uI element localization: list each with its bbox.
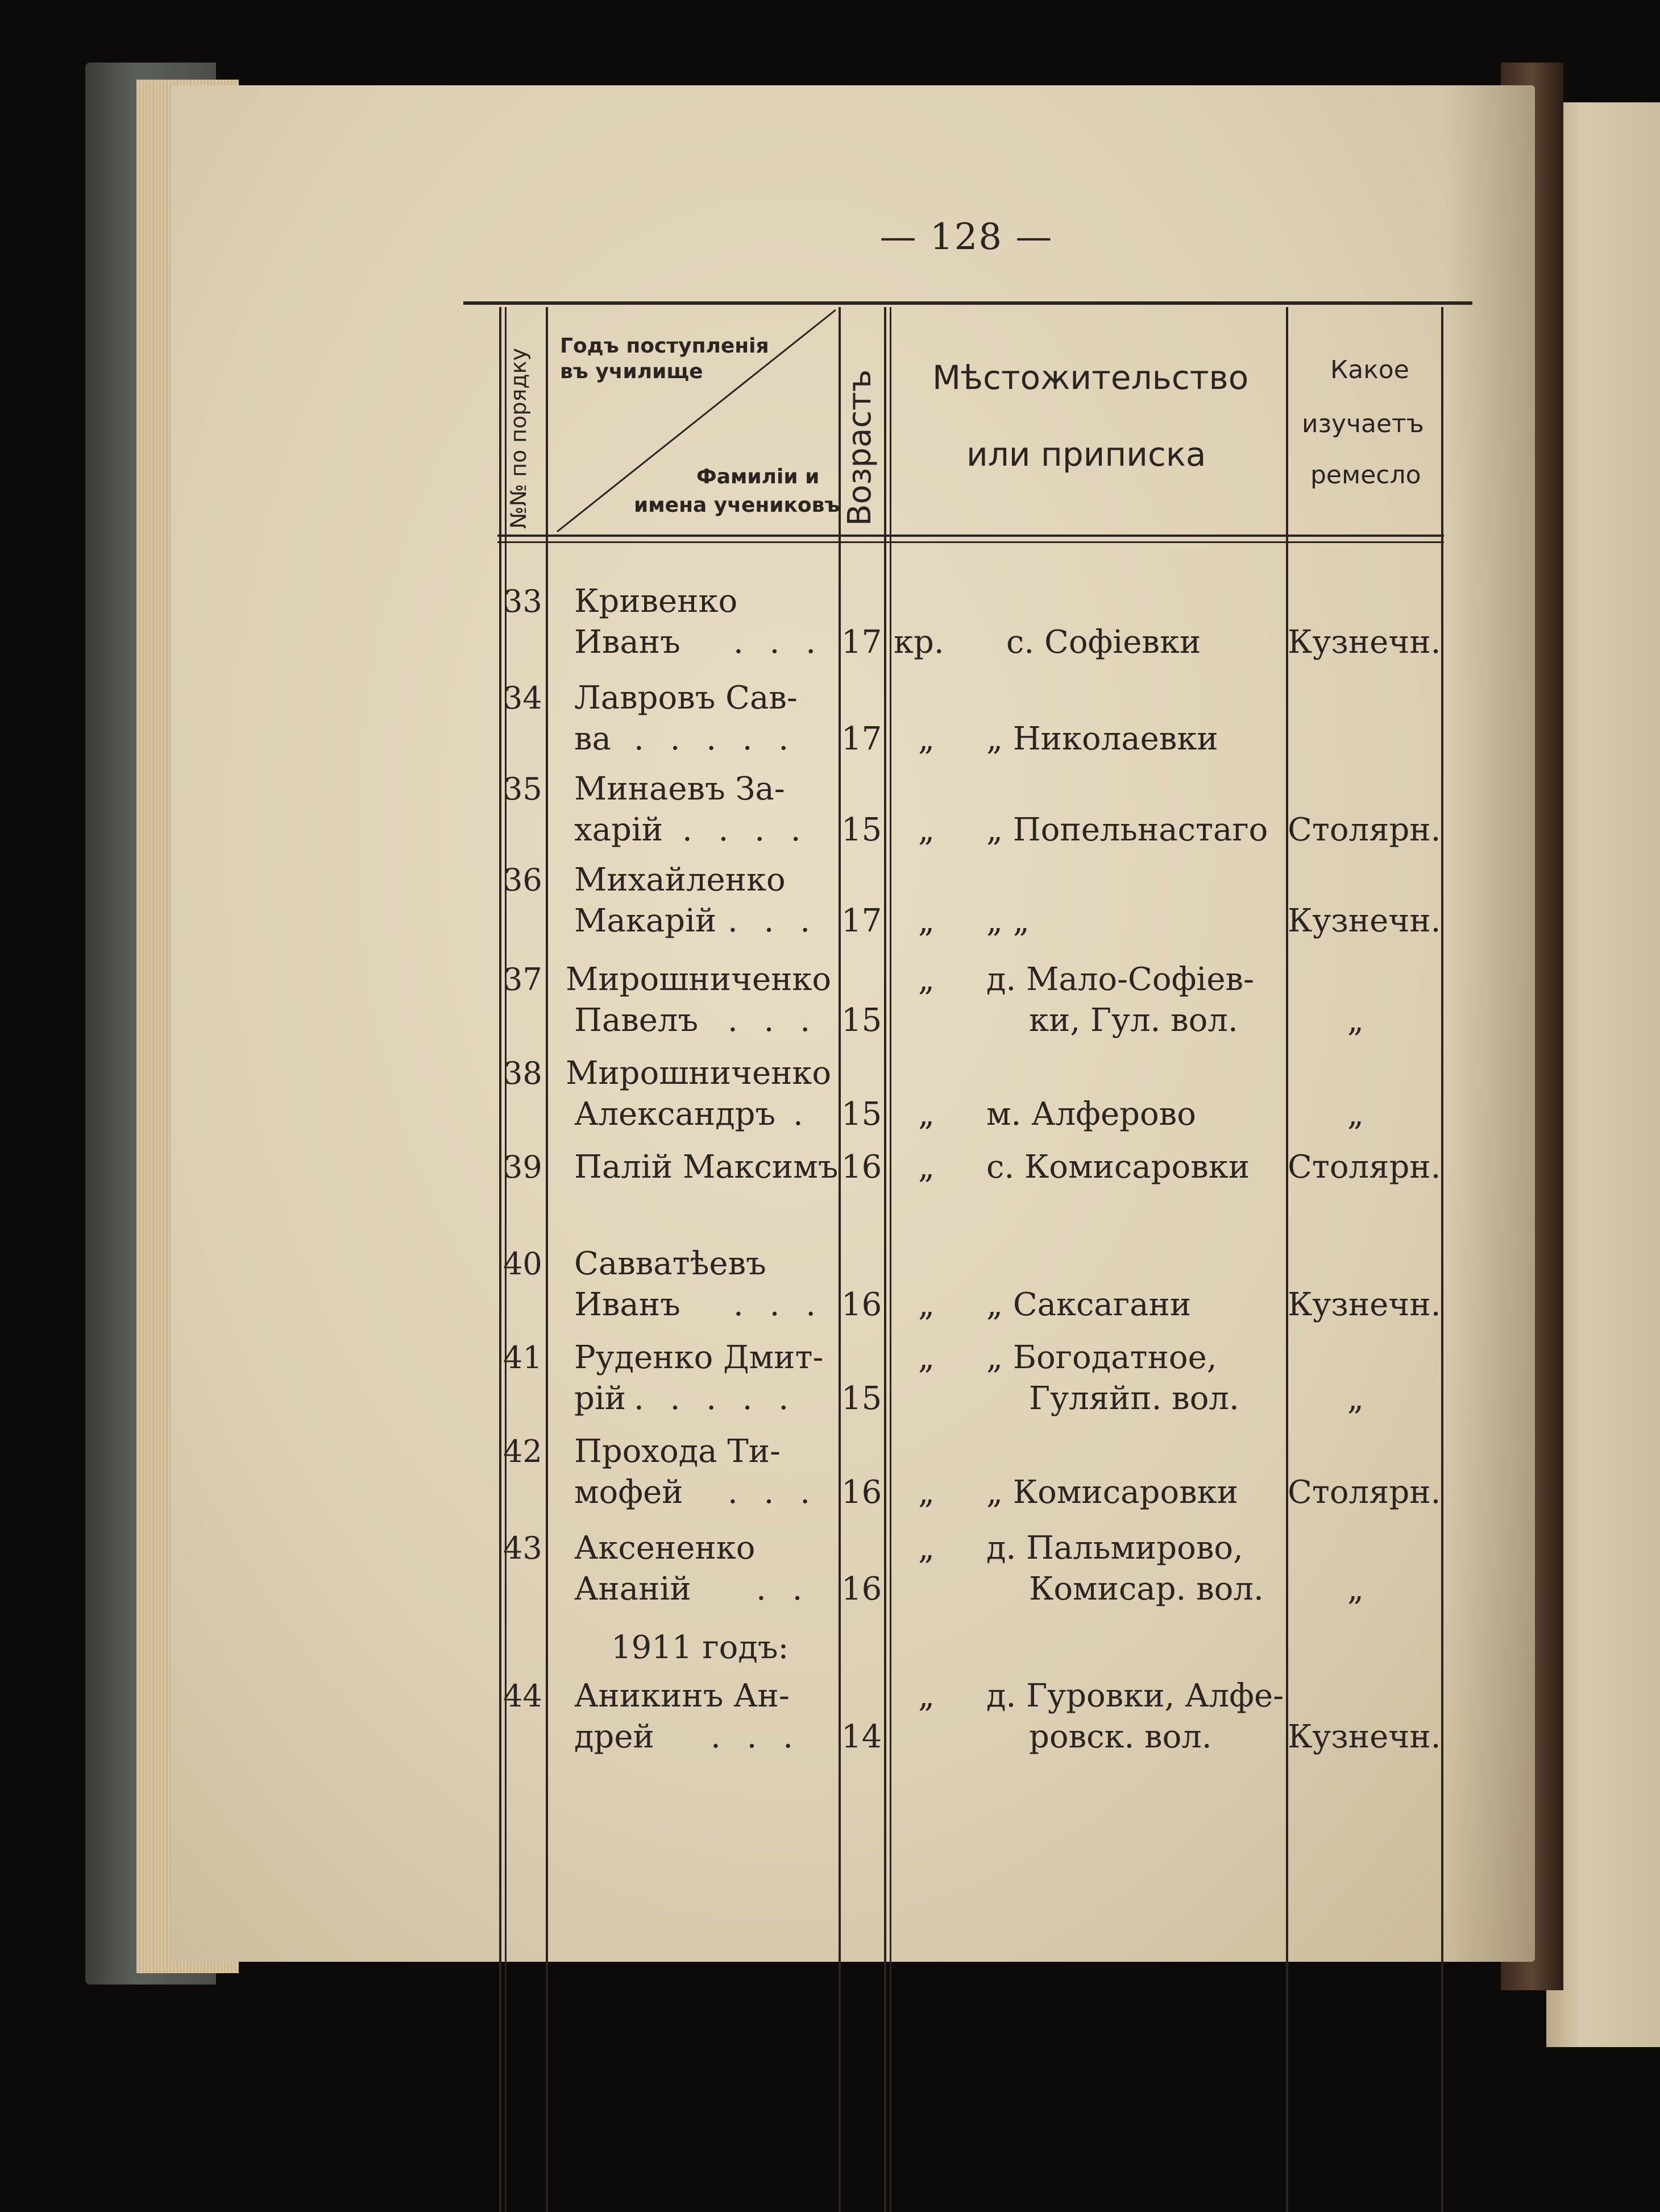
row-number: 37 — [503, 962, 542, 997]
residence-line1: д. Гуровки, Алфе- — [986, 1677, 1284, 1714]
leader-dots: . . . — [728, 1002, 819, 1039]
header-year-line2: въ училище — [560, 360, 703, 383]
residence-line1: „ Богодатное, — [986, 1339, 1217, 1376]
row-number: 40 — [503, 1246, 542, 1282]
table-top-rule — [463, 301, 1472, 305]
residence-line2: Гуляйп. вол. — [1029, 1380, 1239, 1417]
age: 17 — [841, 902, 882, 939]
student-name-line2: Макарій — [574, 902, 717, 939]
header-bottom-rule-2 — [497, 541, 1444, 543]
trade: „ — [1347, 1096, 1364, 1133]
leader-dots: . — [793, 1096, 811, 1133]
header-names-line2: имена учениковъ — [634, 494, 840, 517]
col-divider-age-2 — [890, 307, 891, 2212]
age: 16 — [841, 1286, 882, 1323]
leader-dots: . . . . . — [634, 720, 797, 757]
header-residence-line2: или приписка — [966, 435, 1206, 474]
residence-line2: ки, Гул. вол. — [1029, 1002, 1238, 1039]
residence-prefix: „ — [918, 1096, 935, 1133]
trade: Столярн. — [1288, 1474, 1441, 1511]
row-number: 42 — [503, 1434, 542, 1469]
header-col-age: Возрастъ — [841, 369, 878, 526]
leader-dots: . . . — [728, 902, 819, 939]
section-label: 1911 годъ: — [611, 1629, 789, 1666]
residence-line2: м. Алферово — [986, 1096, 1196, 1133]
trade: „ — [1347, 1380, 1364, 1417]
residence-prefix: „ — [918, 1286, 935, 1323]
next-page-edge — [1546, 102, 1660, 2047]
student-name-line2: Иванъ — [574, 624, 680, 661]
age: 14 — [841, 1718, 882, 1755]
student-name-line1: Аксененко — [574, 1530, 756, 1567]
residence-line2: с. Комисаровки — [986, 1149, 1250, 1186]
residence-line2: „ Попельнастаго — [986, 811, 1268, 848]
student-name-line2: дрей — [574, 1718, 654, 1755]
leader-dots: . . — [756, 1571, 811, 1608]
trade: Кузнечн. — [1288, 902, 1441, 939]
age: 17 — [841, 720, 882, 757]
header-trade-line2: изучаетъ — [1302, 409, 1424, 438]
row-number: 34 — [503, 680, 542, 716]
age: 17 — [841, 624, 882, 661]
leader-dots: . . . — [711, 1718, 802, 1755]
student-name-line1: Мирошниченко — [566, 1055, 832, 1092]
age: 16 — [841, 1149, 882, 1186]
residence-prefix: „ — [918, 1677, 935, 1714]
header-residence-line1: Мѣстожительство — [932, 358, 1249, 397]
age: 16 — [841, 1571, 882, 1608]
student-name-line1: Аникинъ Ан- — [574, 1677, 790, 1714]
leader-dots: . . . — [733, 624, 824, 661]
col-divider-num — [546, 307, 548, 2212]
student-name-line2: рій — [574, 1380, 626, 1417]
student-name-line2: Александръ — [574, 1096, 776, 1133]
age: 15 — [841, 1002, 882, 1039]
student-name-line2: харій — [574, 811, 663, 848]
residence-line2: Комисар. вол. — [1029, 1571, 1264, 1608]
student-name-line1: Руденко Дмит- — [574, 1339, 824, 1376]
student-name-line2: Павелъ — [574, 1002, 699, 1039]
residence-prefix: „ — [918, 1339, 935, 1376]
row-number: 38 — [503, 1055, 542, 1091]
trade: Кузнечн. — [1288, 1286, 1441, 1323]
row-number: 43 — [503, 1530, 542, 1566]
row-number: 35 — [503, 771, 542, 807]
trade: Кузнечн. — [1288, 624, 1441, 661]
residence-line2: „ Саксагани — [986, 1286, 1192, 1323]
col-divider-outer — [499, 307, 501, 2212]
row-number: 36 — [503, 862, 542, 898]
header-col-number: №№ по порядку — [506, 347, 531, 529]
student-name-line2: мофей — [574, 1474, 683, 1511]
student-name-line1: Лавровъ Сав- — [574, 680, 798, 716]
student-name-line2: Ананій — [574, 1571, 691, 1608]
student-name-line1: Кривенко — [574, 583, 738, 620]
header-names-line1: Фамиліи и — [696, 465, 820, 488]
trade: Столярн. — [1288, 1149, 1441, 1186]
residence-line1: д. Пальмирово, — [986, 1530, 1243, 1567]
age: 15 — [841, 1096, 882, 1133]
leader-dots: . . . . — [682, 811, 809, 848]
col-divider-res — [1286, 307, 1288, 2212]
row-number: 33 — [503, 583, 542, 619]
leader-dots: . . . — [728, 1474, 819, 1511]
header-bottom-rule — [497, 535, 1444, 537]
residence-prefix: „ — [918, 720, 935, 757]
leader-dots: . . . . . — [634, 1380, 797, 1417]
residence-prefix: „ — [918, 1474, 935, 1511]
student-name-line1: Минаевъ За- — [574, 771, 785, 807]
col-divider-age — [884, 307, 886, 2212]
residence-prefix: кр. — [894, 624, 944, 661]
student-name-line1: Мирошниченко — [566, 961, 832, 998]
trade: Кузнечн. — [1288, 1718, 1441, 1755]
residence-prefix: „ — [918, 811, 935, 848]
page-number: — 128 — — [879, 216, 1053, 258]
residence-line2: „ Николаевки — [986, 720, 1218, 757]
col-divider-name — [839, 307, 841, 2212]
student-name-line2: Иванъ — [574, 1286, 680, 1323]
trade: Столярн. — [1288, 811, 1441, 848]
age: 15 — [841, 1380, 882, 1417]
leader-dots: . . . — [733, 1286, 824, 1323]
residence-line2: с. Софіевки — [1006, 624, 1201, 661]
age: 15 — [841, 811, 882, 848]
residence-line2: „ Комисаровки — [986, 1474, 1238, 1511]
residence-prefix: „ — [918, 961, 935, 998]
row-number: 44 — [503, 1678, 542, 1714]
student-name-line1: Савватѣевъ — [574, 1245, 766, 1282]
student-name-line2: ва — [574, 720, 611, 757]
trade: „ — [1347, 1571, 1364, 1608]
col-divider-right — [1441, 307, 1443, 2212]
age: 16 — [841, 1474, 882, 1511]
student-name-line1: Прохода Ти- — [574, 1433, 781, 1470]
student-name-line1: Михайленко — [574, 861, 786, 898]
residence-line1: д. Мало-Софіев- — [986, 961, 1254, 998]
residence-prefix: „ — [918, 902, 935, 939]
row-number: 41 — [503, 1340, 542, 1376]
header-year-line1: Годъ поступленія — [560, 334, 769, 358]
gutter-shadow — [1444, 85, 1535, 1962]
residence-line2: ровск. вол. — [1029, 1718, 1212, 1755]
residence-prefix: „ — [918, 1149, 935, 1186]
residence-prefix: „ — [918, 1530, 935, 1567]
trade: „ — [1347, 1002, 1364, 1039]
student-name-line2: Палій Максимъ — [574, 1149, 839, 1186]
header-trade-line1: Какое — [1330, 355, 1409, 384]
header-trade-line3: ремесло — [1310, 461, 1421, 490]
residence-line2: „ „ — [986, 902, 1030, 939]
row-number: 39 — [503, 1149, 542, 1185]
